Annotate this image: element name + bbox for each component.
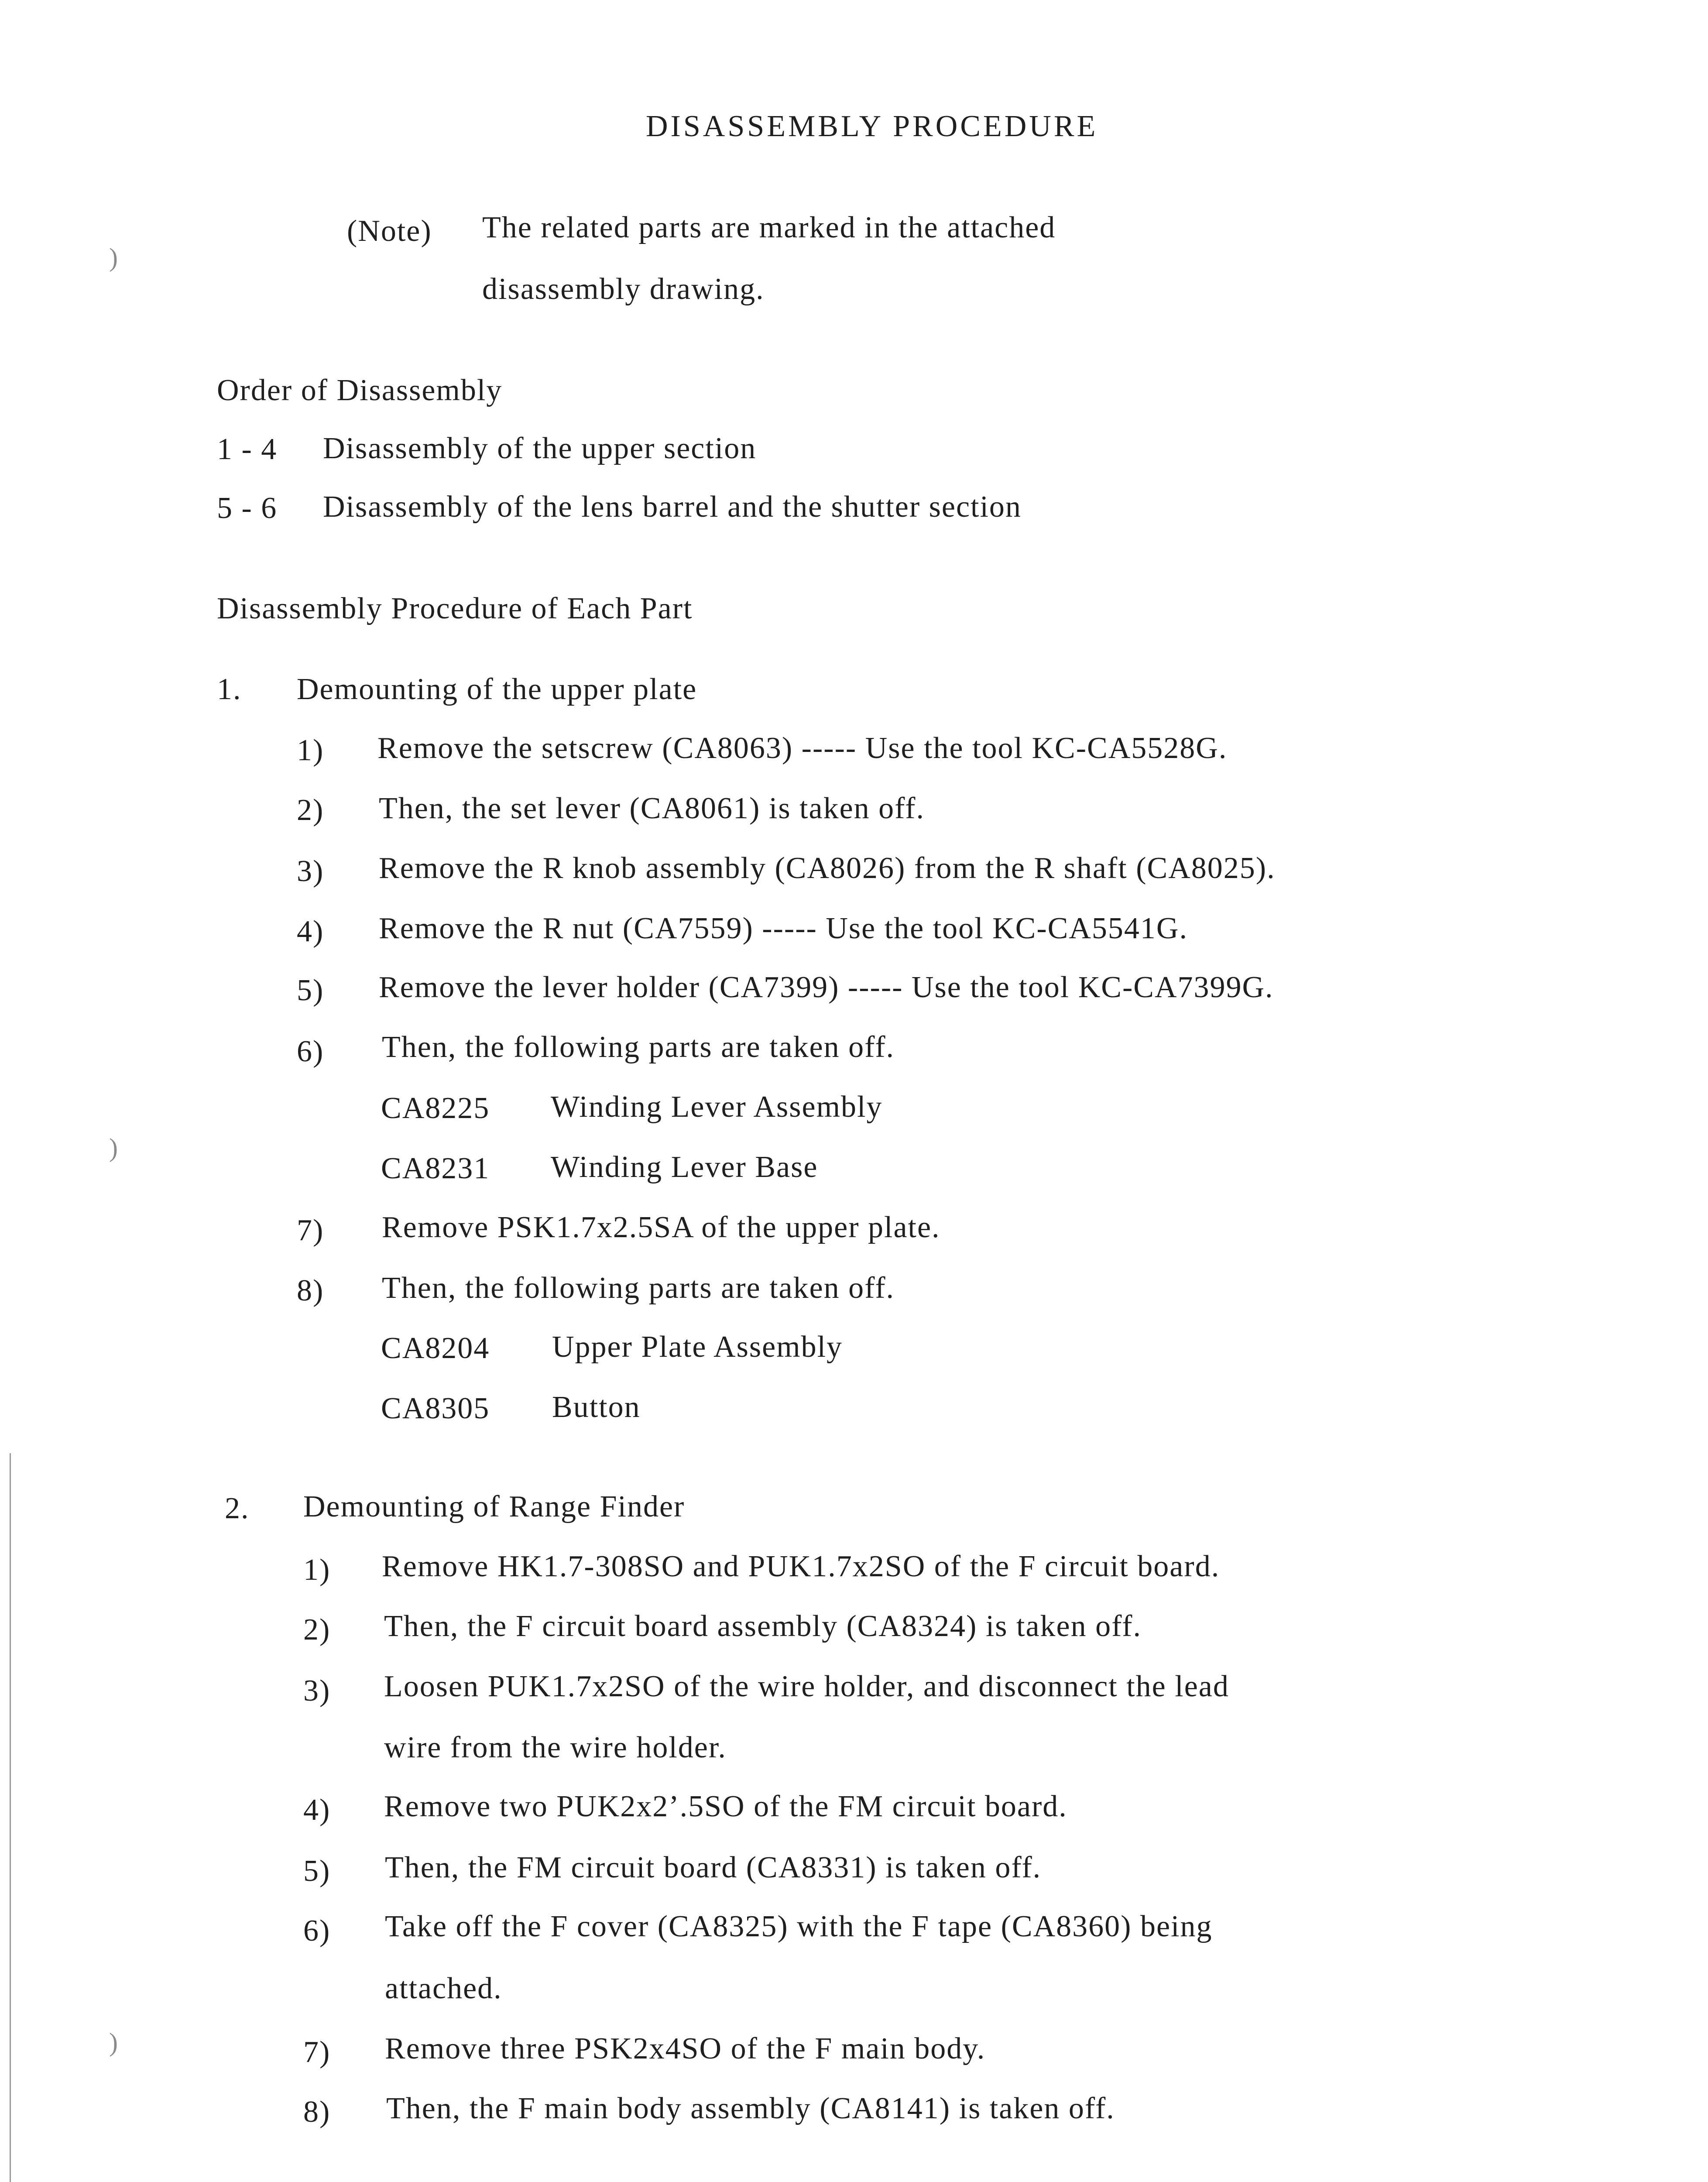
step-text: Remove the R knob assembly (CA8026) from the R shaft (CA8025).: [379, 851, 1276, 885]
step-text: Then, the F circuit board assembly (CA8324) is taken off.: [384, 1609, 1142, 1643]
section-title: Demounting of Range Finder: [303, 1490, 685, 1523]
step-text: Loosen PUK1.7x2SO of the wire holder, and disconnect the lead: [384, 1670, 1229, 1703]
section-title: Demounting of the upper plate: [297, 672, 697, 706]
part-name: Winding Lever Base: [551, 1150, 818, 1184]
step-text: Remove PSK1.7x2.5SA of the upper plate.: [382, 1211, 940, 1244]
step-text: Remove HK1.7-308SO and PUK1.7x2SO of the F circuit board.: [382, 1550, 1220, 1583]
step-number: 3): [303, 1674, 331, 1708]
step-number: 1): [297, 734, 324, 767]
step-text: Then, the F main body assembly (CA8141) is taken off.: [386, 2092, 1115, 2125]
step-number: 6): [303, 1914, 331, 1948]
step-number: 4): [303, 1793, 331, 1827]
step-text: Remove the setscrew (CA8063) ----- Use the tool KC-CA5528G.: [377, 731, 1228, 765]
step-text: Remove the lever holder (CA7399) ----- Use the tool KC-CA7399G.: [379, 971, 1274, 1004]
part-name: Button: [552, 1390, 641, 1424]
step-number: 2): [303, 1613, 331, 1647]
scan-edge-line: [10, 1453, 11, 2182]
binding-mark: ): [109, 2028, 118, 2057]
step-number: 5): [303, 1854, 331, 1888]
part-name: Upper Plate Assembly: [552, 1330, 843, 1364]
step-text: Remove the R nut (CA7559) ----- Use the tool KC-CA5541G.: [379, 912, 1188, 945]
step-text: Remove three PSK2x4SO of the F main body.: [385, 2032, 986, 2065]
step-number: 6): [297, 1035, 324, 1068]
step-text: Then, the following parts are taken off.: [382, 1271, 895, 1305]
step-text-continued: wire from the wire holder.: [384, 1731, 727, 1764]
step-text: Then, the following parts are taken off.: [382, 1030, 895, 1064]
step-number: 4): [297, 915, 324, 948]
note-line-2: disassembly drawing.: [482, 272, 765, 306]
note-line-1: The related parts are marked in the attached: [482, 211, 1056, 244]
order-heading: Order of Disassembly: [217, 374, 503, 407]
section-number: 2.: [225, 1492, 250, 1525]
binding-mark: ): [109, 1133, 118, 1162]
binding-mark: ): [109, 243, 118, 272]
part-code: CA8305: [381, 1392, 490, 1425]
order-text-1: Disassembly of the upper section: [323, 432, 757, 465]
step-text: Remove two PUK2x2’.5SO of the FM circuit board.: [384, 1790, 1067, 1823]
step-number: 1): [303, 1553, 331, 1587]
step-text: Then, the set lever (CA8061) is taken off.: [379, 792, 925, 825]
order-range-1: 1 - 4: [217, 432, 278, 466]
procedure-heading: Disassembly Procedure of Each Part: [217, 592, 693, 625]
order-range-2: 5 - 6: [217, 491, 278, 525]
step-number: 8): [297, 1274, 324, 1307]
step-number: 5): [297, 974, 324, 1007]
part-code: CA8231: [381, 1152, 490, 1185]
step-number: 7): [303, 2035, 331, 2069]
step-number: 8): [303, 2095, 331, 2129]
part-code: CA8204: [381, 1331, 490, 1365]
order-text-2: Disassembly of the lens barrel and the shutter section: [323, 490, 1022, 524]
note-label: (Note): [347, 214, 432, 248]
part-name: Winding Lever Assembly: [551, 1090, 883, 1124]
step-text: Take off the F cover (CA8325) with the F tape (CA8360) being: [385, 1910, 1213, 1943]
part-code: CA8225: [381, 1091, 490, 1125]
page-title: DISASSEMBLY PROCEDURE: [646, 110, 1098, 143]
step-number: 7): [297, 1214, 324, 1247]
step-number: 2): [297, 793, 324, 827]
step-text-continued: attached.: [385, 1972, 502, 2005]
section-number: 1.: [217, 672, 242, 706]
step-number: 3): [297, 854, 324, 888]
step-text: Then, the FM circuit board (CA8331) is taken off.: [385, 1851, 1042, 1884]
